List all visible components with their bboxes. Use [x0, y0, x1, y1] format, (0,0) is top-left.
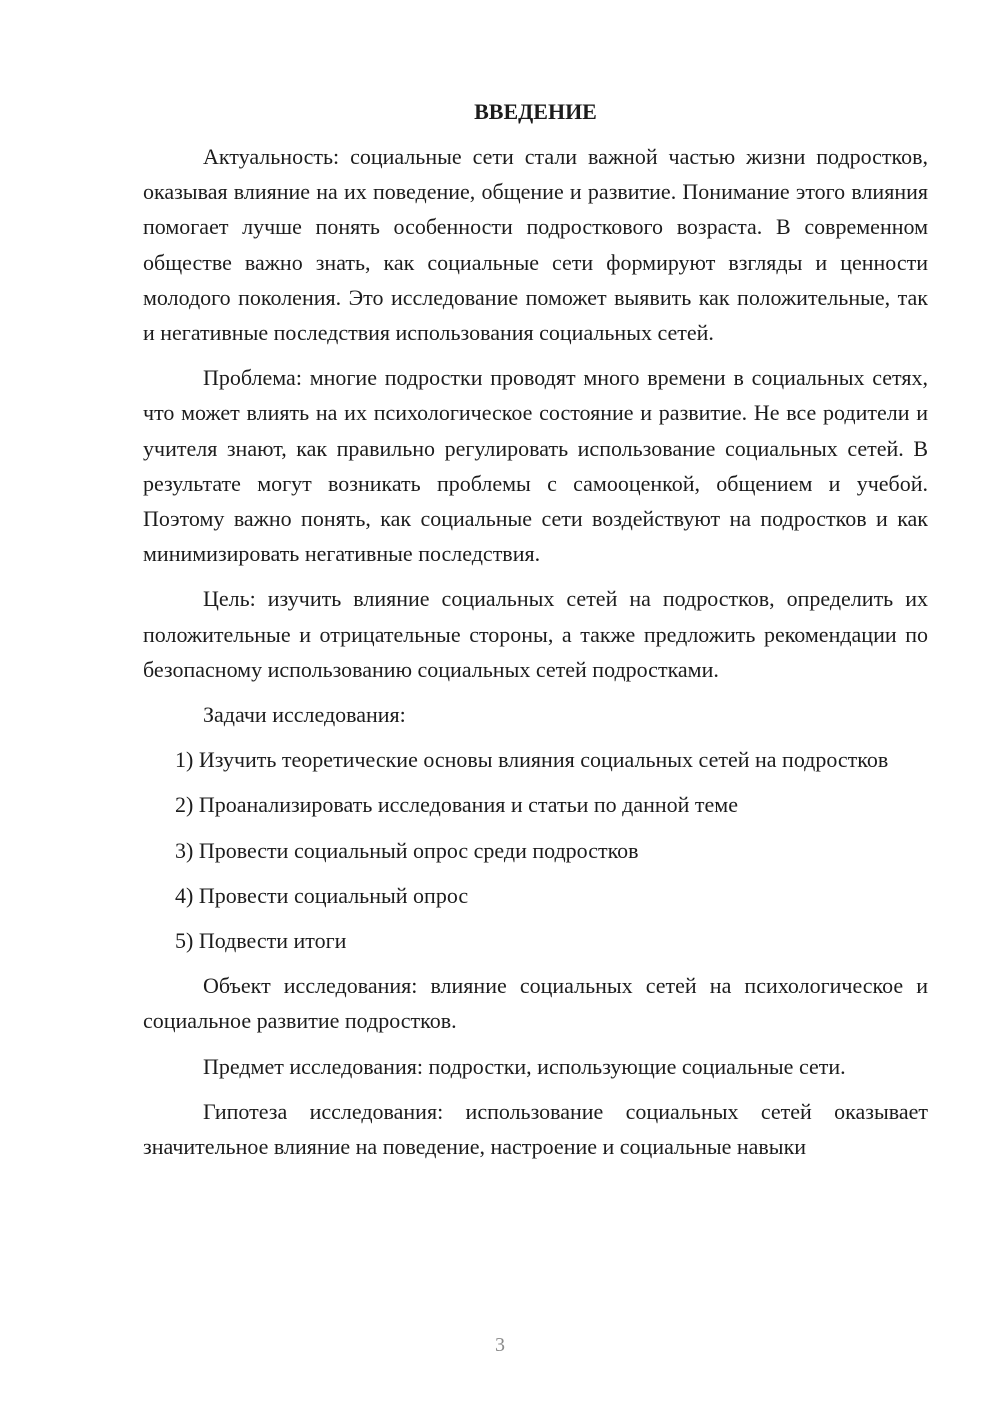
paragraph-goal: Цель: изучить влияние социальных сетей на подростков, определить их положительные и отрицательные стороны, а также предложить рекомендации по безопасному использованию социальных сетей подростками.: [143, 586, 928, 682]
task-list-item: 1) Изучить теоретические основы влияния социальных сетей на подростков: [175, 747, 889, 773]
task-list-item: 5) Подвести итоги: [175, 928, 347, 954]
task-list-item: 4) Провести социальный опрос: [175, 882, 469, 908]
task-list-item: 2) Проанализировать исследования и статьи по данной теме: [175, 792, 738, 818]
paragraph-hypothesis: Гипотеза исследования: использование социальных сетей оказывает значительное влияние на поведение, настроение и социальные навыки: [143, 1098, 928, 1160]
paragraph-relevance: Актуальность: социальные сети стали важной частью жизни подростков, оказывая влияние на их поведение, общение и развитие. Понимание этого влияния помогает лучше понять особенности подросткового возраста. В современном обществе важно знать, как социальные сети формируют взгляды и ценности молодого поколения. Это исследование поможет выявить как положительные, так и негативные последствия использования социальных сетей.: [143, 144, 928, 346]
document-body: [143, 94, 928, 1174]
section-heading: ВВЕДЕНИЕ: [474, 99, 597, 124]
page-number: 3: [495, 1334, 505, 1356]
task-list-item: 3) Провести социальный опрос среди подростков: [175, 837, 639, 863]
paragraph-object: Объект исследования: влияние социальных сетей на психологическое и социальное развитие подростков.: [143, 973, 928, 1034]
paragraph-subject: Предмет исследования: подростки, использующие социальные сети.: [203, 1053, 846, 1079]
paragraph-tasks-title: Задачи исследования:: [203, 702, 406, 728]
paragraph-problem: Проблема: многие подростки проводят много времени в социальных сетях, что может влиять на их психологическое состояние и развитие. Не все родители и учителя знают, как правильно регулировать использование социальных сетей. В результате могут возникать проблемы с самооценкой, общением и учебой. Поэтому важно понять, как социальные сети воздействуют на подростков и как минимизировать негативные последствия.: [143, 365, 928, 567]
